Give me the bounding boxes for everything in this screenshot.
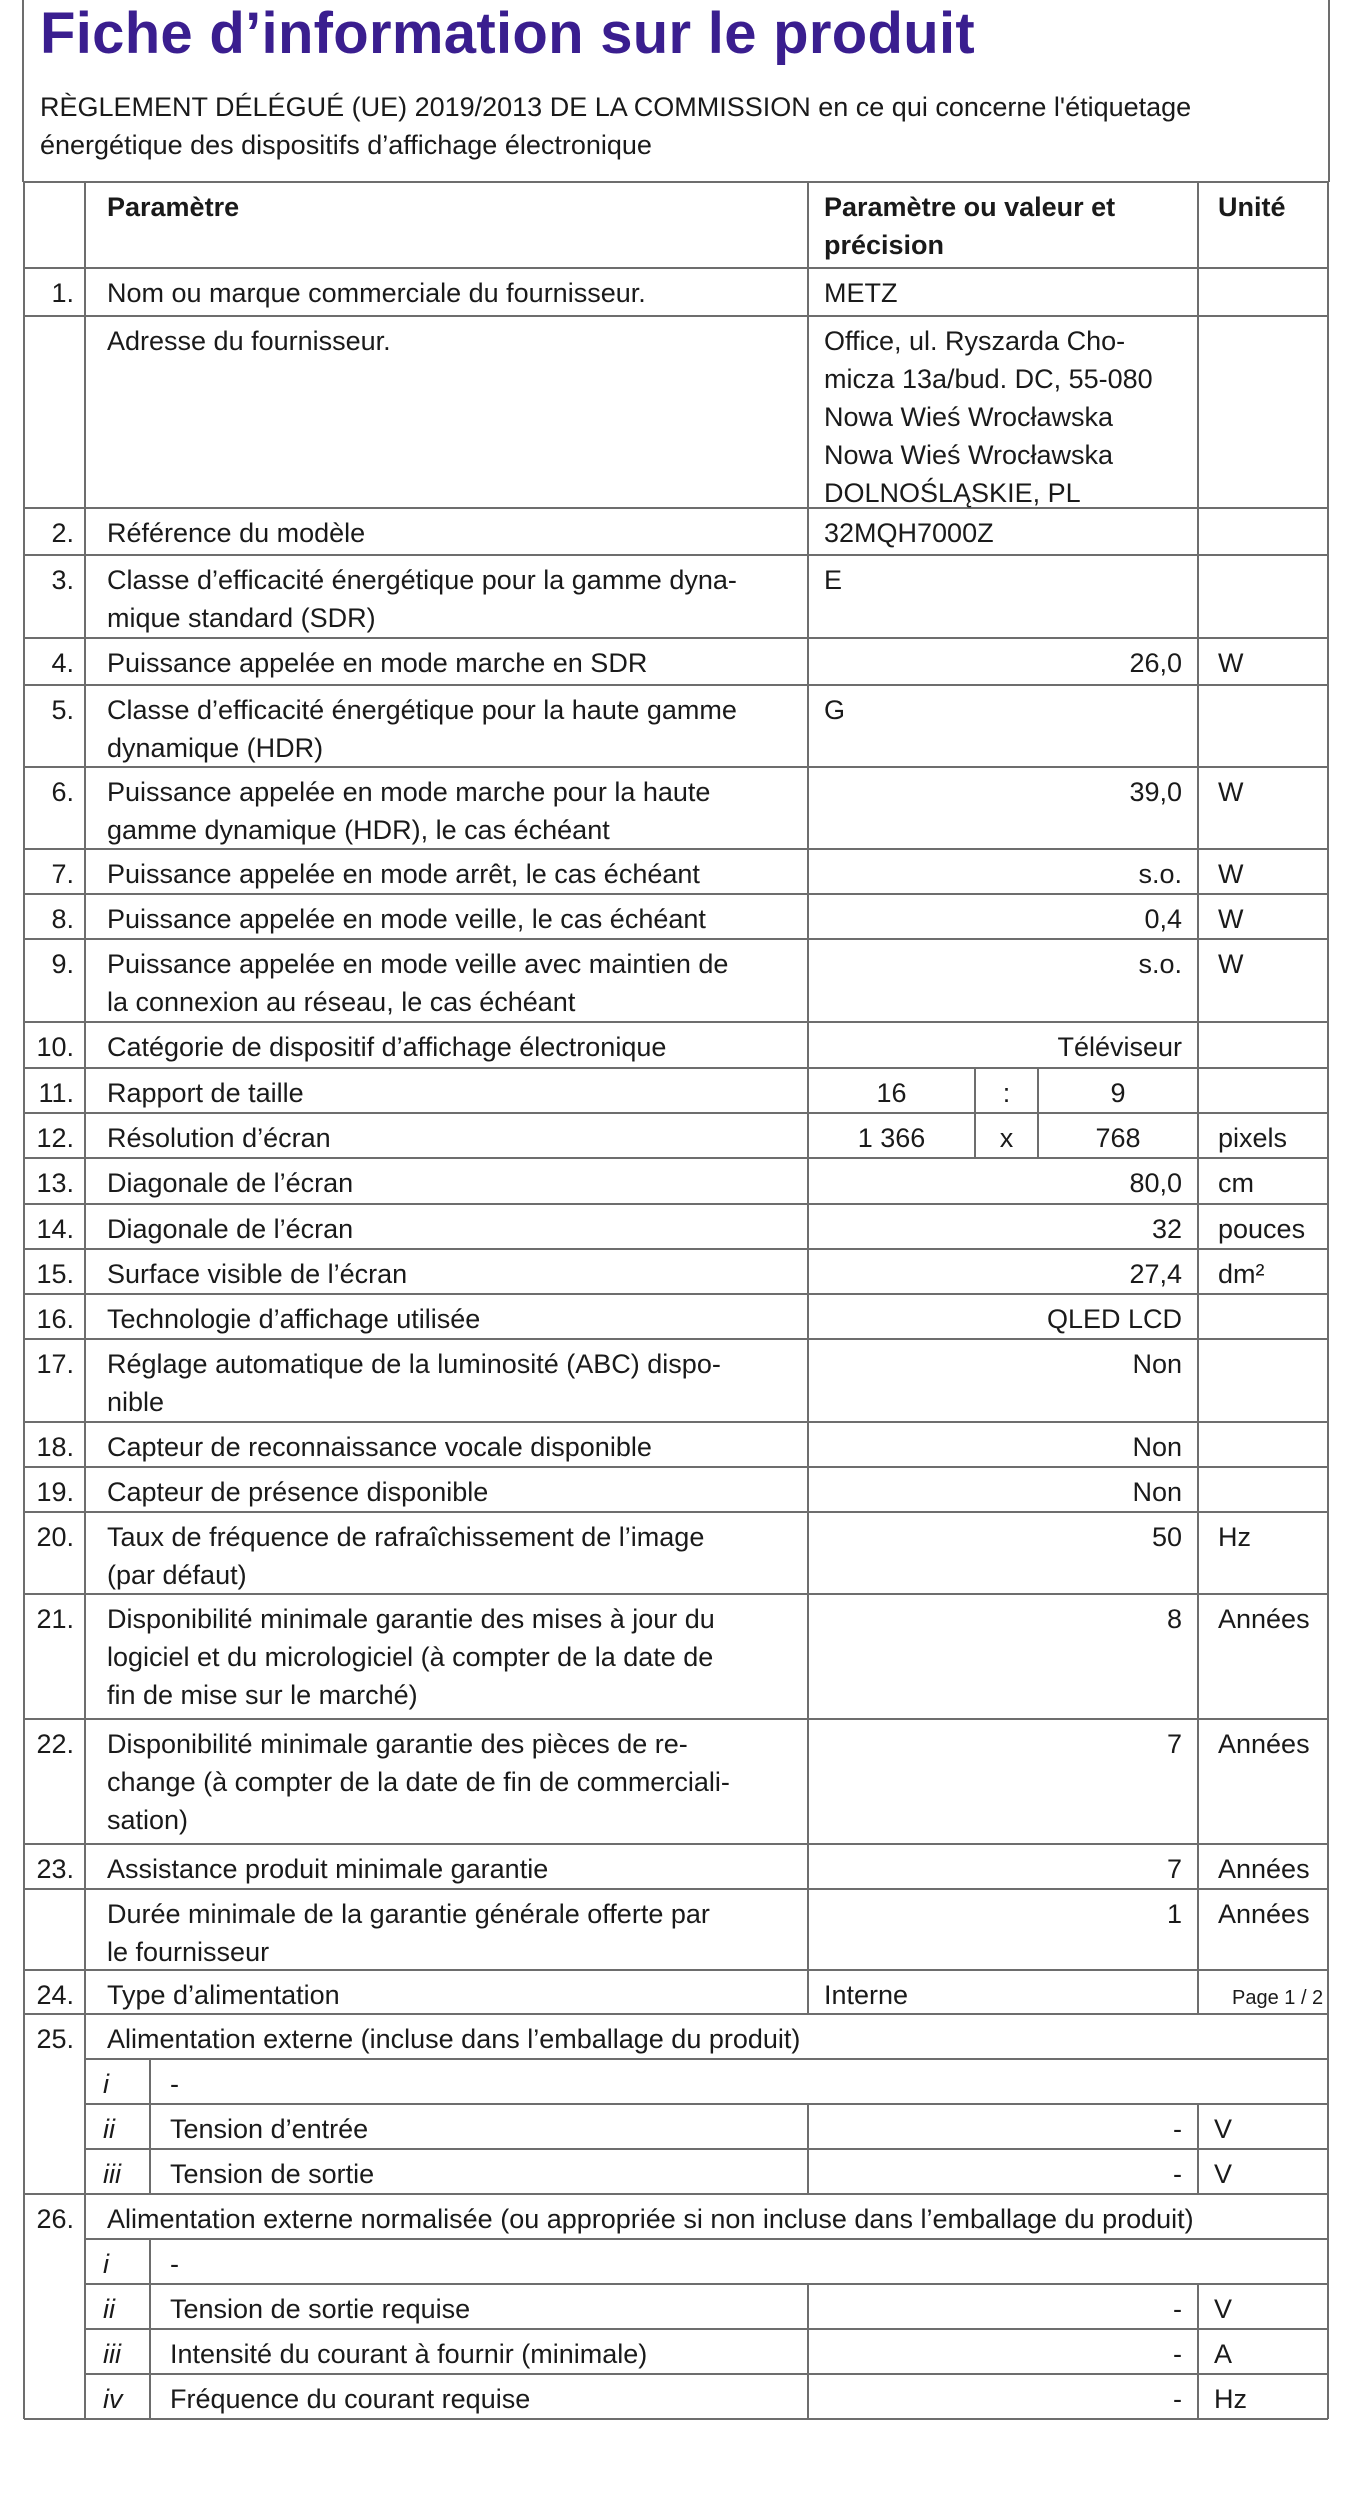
parameter-label: Puissance appelée en mode arrêt, le cas échéant bbox=[107, 859, 700, 889]
parameter-label: Alimentation externe (incluse dans l’emballage du produit) bbox=[107, 2024, 801, 2054]
parameter-label: Alimentation externe normalisée (ou appropriée si non incluse dans l’emballage du produit) bbox=[107, 2204, 1194, 2234]
parameter-value: s.o. bbox=[1138, 949, 1182, 979]
sub-item-label: - bbox=[170, 2249, 179, 2279]
parameter-unit: W bbox=[1218, 859, 1244, 889]
parameter-label: Catégorie de dispositif d’affichage électronique bbox=[107, 1032, 667, 1062]
parameter-unit: Années bbox=[1218, 1899, 1310, 1929]
parameter-label: Taux de fréquence de rafraîchissement de l’image (par défaut) bbox=[107, 1522, 705, 1590]
header-unit: Unité bbox=[1218, 192, 1286, 222]
sub-item-unit: A bbox=[1214, 2339, 1233, 2369]
parameter-value: 27,4 bbox=[1129, 1259, 1182, 1289]
parameter-unit: W bbox=[1218, 904, 1244, 934]
row-number: 25. bbox=[36, 2024, 74, 2054]
parameter-label: Assistance produit minimale garantie bbox=[107, 1854, 549, 1884]
parameter-label: Diagonale de l’écran bbox=[107, 1214, 354, 1244]
row-number: 5. bbox=[51, 695, 74, 725]
parameter-value: Non bbox=[1132, 1349, 1182, 1379]
sub-item-unit: V bbox=[1214, 2294, 1233, 2324]
row-number: 15. bbox=[36, 1259, 74, 1289]
parameter-label: Type d’alimentation bbox=[107, 1980, 340, 2010]
parameter-unit: Années bbox=[1218, 1604, 1310, 1634]
sub-item-label: Tension de sortie requise bbox=[170, 2294, 471, 2324]
row-number: 22. bbox=[36, 1729, 74, 1759]
parameter-label: Technologie d’affichage utilisée bbox=[107, 1304, 481, 1334]
parameter-value: s.o. bbox=[1138, 859, 1182, 889]
parameter-value: METZ bbox=[824, 278, 898, 308]
parameter-unit: W bbox=[1218, 949, 1244, 979]
parameter-label: Puissance appelée en mode marche en SDR bbox=[107, 648, 648, 678]
parameter-label: Référence du modèle bbox=[107, 518, 366, 548]
row-number: 11. bbox=[38, 1078, 74, 1108]
parameter-label: Puissance appelée en mode veille avec maintien de la connexion au réseau, le cas échéant bbox=[107, 949, 729, 1017]
parameter-value: 26,0 bbox=[1129, 648, 1182, 678]
parameter-unit: dm² bbox=[1218, 1259, 1265, 1289]
parameter-label: Classe d’efficacité énergétique pour la gamme dyna- mique standard (SDR) bbox=[107, 565, 737, 633]
parameter-value: 1 bbox=[1166, 1899, 1182, 1929]
row-number: 8. bbox=[51, 904, 74, 934]
parameter-value: 7 bbox=[1166, 1729, 1182, 1759]
parameter-label: Adresse du fournisseur. bbox=[107, 326, 391, 356]
parameter-value: 7 bbox=[1166, 1854, 1182, 1884]
sub-item-label: - bbox=[170, 2069, 179, 2099]
sub-item-index: i bbox=[103, 2069, 109, 2099]
sub-item-label: Tension de sortie bbox=[170, 2159, 375, 2189]
row-number: 23. bbox=[36, 1854, 74, 1884]
parameter-unit: pixels bbox=[1218, 1123, 1288, 1153]
page-number: Page 1 / 2 bbox=[1232, 1987, 1324, 2009]
row-number: 14. bbox=[36, 1214, 74, 1244]
parameter-value: 0,4 bbox=[1144, 904, 1182, 934]
parameter-value: E bbox=[824, 565, 843, 595]
sub-item-unit: V bbox=[1214, 2114, 1233, 2144]
sub-item-value: - bbox=[1173, 2384, 1182, 2414]
parameter-label: Capteur de présence disponible bbox=[107, 1477, 489, 1507]
parameter-value: Non bbox=[1132, 1477, 1182, 1507]
parameter-label: Durée minimale de la garantie générale offerte par le fournisseur bbox=[107, 1899, 710, 1967]
value-part-a: 16 bbox=[876, 1078, 907, 1108]
row-number: 21. bbox=[36, 1604, 74, 1634]
parameter-value: Téléviseur bbox=[1057, 1032, 1182, 1062]
row-number: 7. bbox=[51, 859, 74, 889]
parameter-unit: Années bbox=[1218, 1854, 1310, 1884]
parameter-label: Puissance appelée en mode marche pour la haute gamme dynamique (HDR), le cas échéant bbox=[107, 777, 711, 845]
sub-item-index: iii bbox=[103, 2339, 121, 2369]
parameter-label: Capteur de reconnaissance vocale disponible bbox=[107, 1432, 652, 1462]
sub-item-value: - bbox=[1173, 2114, 1182, 2144]
parameter-value: QLED LCD bbox=[1046, 1304, 1182, 1334]
row-number: 16. bbox=[36, 1304, 74, 1334]
parameter-label: Réglage automatique de la luminosité (ABC) dispo- nible bbox=[107, 1349, 721, 1417]
row-number: 4. bbox=[51, 648, 74, 678]
row-number: 2. bbox=[51, 518, 74, 548]
parameter-label: Puissance appelée en mode veille, le cas échéant bbox=[107, 904, 706, 934]
sub-item-unit: V bbox=[1214, 2159, 1233, 2189]
row-number: 3. bbox=[51, 565, 74, 595]
sub-item-label: Fréquence du courant requise bbox=[170, 2384, 531, 2414]
header-parameter: Paramètre bbox=[107, 192, 240, 222]
row-number: 1. bbox=[51, 278, 74, 308]
parameter-value: Office, ul. Ryszarda Cho- micza 13a/bud. DC, 55-080 Nowa Wieś Wrocławska Nowa Wieś Wrocławska DOLNOŚLĄSKIE, PL bbox=[824, 326, 1153, 508]
document-title: Fiche d’information sur le produit bbox=[40, 1, 975, 66]
value-part-b: 9 bbox=[1110, 1078, 1126, 1108]
parameter-value: Non bbox=[1132, 1432, 1182, 1462]
parameter-label: Nom ou marque commerciale du fournisseur. bbox=[107, 278, 646, 308]
sub-item-index: iv bbox=[103, 2384, 123, 2414]
sub-item-index: ii bbox=[103, 2294, 115, 2324]
parameter-label: Disponibilité minimale garantie des mises à jour du logiciel et du micrologiciel (à compter de la date de fin de mise sur le marché) bbox=[107, 1604, 715, 1710]
value-part-a: 1 366 bbox=[857, 1123, 926, 1153]
row-number: 17. bbox=[36, 1349, 74, 1379]
value-part-b: 768 bbox=[1095, 1123, 1141, 1153]
parameter-label: Rapport de taille bbox=[107, 1078, 304, 1108]
parameter-label: Résolution d’écran bbox=[107, 1123, 331, 1153]
parameter-label: Diagonale de l’écran bbox=[107, 1168, 354, 1198]
parameter-value: 39,0 bbox=[1129, 777, 1182, 807]
parameter-unit: Hz bbox=[1218, 1522, 1251, 1552]
parameter-unit: Années bbox=[1218, 1729, 1310, 1759]
parameter-value: 32MQH7000Z bbox=[824, 518, 994, 548]
parameter-unit: W bbox=[1218, 648, 1244, 678]
sub-item-index: ii bbox=[103, 2114, 115, 2144]
row-number: 12. bbox=[36, 1123, 74, 1153]
header-value: Paramètre ou valeur et précision bbox=[824, 192, 1116, 260]
parameter-unit: W bbox=[1218, 777, 1244, 807]
parameter-value: G bbox=[824, 695, 846, 725]
parameter-value: 32 bbox=[1151, 1214, 1182, 1244]
parameter-label: Classe d’efficacité énergétique pour la haute gamme dynamique (HDR) bbox=[107, 695, 737, 763]
regulation-subtitle: RÈGLEMENT DÉLÉGUÉ (UE) 2019/2013 DE LA COMMISSION en ce qui concerne l'étiquetage énergétique des dispositifs d’affichage électronique bbox=[40, 92, 1192, 160]
row-number: 24. bbox=[36, 1980, 74, 2010]
parameter-value: 80,0 bbox=[1129, 1168, 1182, 1198]
value-separator: x bbox=[999, 1123, 1014, 1153]
sub-item-label: Tension d’entrée bbox=[170, 2114, 369, 2144]
sub-item-index: i bbox=[103, 2249, 109, 2279]
parameter-value: Interne bbox=[824, 1980, 909, 2010]
parameter-value: 8 bbox=[1166, 1604, 1182, 1634]
row-number: 26. bbox=[36, 2204, 74, 2234]
parameter-label: Disponibilité minimale garantie des pièces de re- change (à compter de la date de fin de commerciali- sation) bbox=[107, 1729, 730, 1835]
value-separator: : bbox=[1002, 1078, 1011, 1108]
parameter-value: 50 bbox=[1151, 1522, 1182, 1552]
row-number: 10. bbox=[36, 1032, 74, 1062]
row-number: 6. bbox=[51, 777, 74, 807]
row-number: 19. bbox=[36, 1477, 74, 1507]
sub-item-unit: Hz bbox=[1214, 2384, 1247, 2414]
parameter-unit: cm bbox=[1218, 1168, 1254, 1198]
row-number: 9. bbox=[51, 949, 74, 979]
sub-item-value: - bbox=[1173, 2294, 1182, 2324]
sub-item-label: Intensité du courant à fournir (minimale) bbox=[170, 2339, 648, 2369]
parameter-label: Surface visible de l’écran bbox=[107, 1259, 408, 1289]
parameter-unit: pouces bbox=[1218, 1214, 1306, 1244]
sub-item-value: - bbox=[1173, 2339, 1182, 2369]
row-number: 18. bbox=[36, 1432, 74, 1462]
row-number: 20. bbox=[36, 1522, 74, 1552]
sub-item-index: iii bbox=[103, 2159, 121, 2189]
row-number: 13. bbox=[36, 1168, 74, 1198]
sub-item-value: - bbox=[1173, 2159, 1182, 2189]
